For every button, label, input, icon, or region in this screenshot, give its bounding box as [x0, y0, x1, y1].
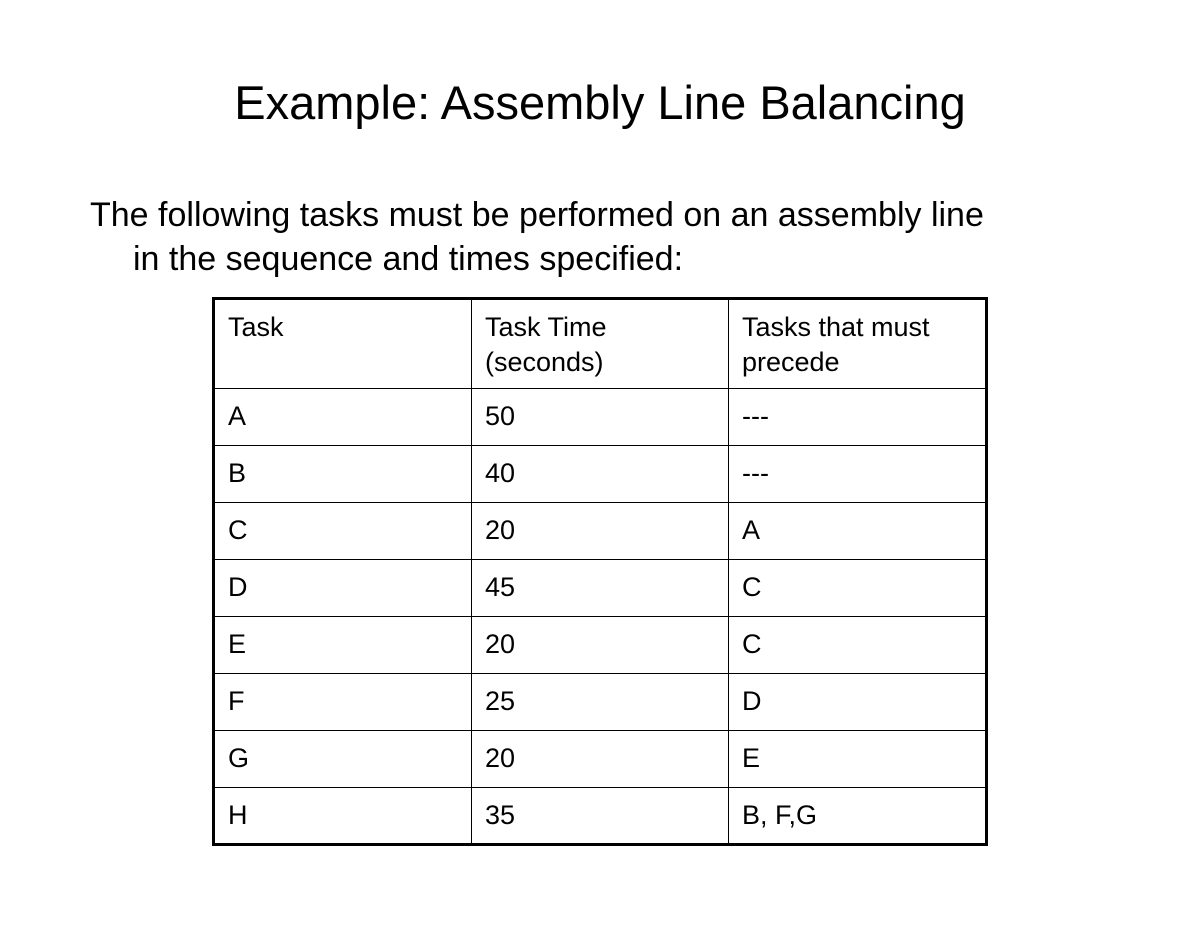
table-row [214, 788, 987, 845]
cell-precede: D [729, 674, 987, 731]
cell-time: 45 [472, 560, 729, 617]
table-row [214, 617, 987, 674]
cell-time: 50 [472, 389, 729, 446]
cell-precede: C [729, 617, 987, 674]
cell-task: F [214, 674, 472, 731]
cell-precede: A [729, 503, 987, 560]
cell-time: 25 [472, 674, 729, 731]
cell-precede: E [729, 731, 987, 788]
header-task-time-line-1: Task Time [485, 312, 607, 342]
intro-text [90, 193, 1150, 281]
table-header-row [214, 299, 987, 389]
cell-task: D [214, 560, 472, 617]
cell-task: A [214, 389, 472, 446]
cell-time: 35 [472, 788, 729, 845]
cell-time: 40 [472, 446, 729, 503]
cell-precede: B, F,G [729, 788, 987, 845]
table-row [214, 389, 987, 446]
cell-time: 20 [472, 503, 729, 560]
cell-time: 20 [472, 617, 729, 674]
table-row [214, 446, 987, 503]
cell-precede: --- [729, 446, 987, 503]
header-precede-line-1: Tasks that must [742, 312, 930, 342]
header-task-time-line-2: (seconds) [485, 347, 604, 377]
header-precede [729, 299, 987, 389]
intro-line-2: in the sequence and times specified: [133, 240, 684, 278]
cell-time: 20 [472, 731, 729, 788]
header-task: Task [214, 299, 472, 389]
slide-title: Example: Assembly Line Balancing [234, 76, 966, 129]
header-precede-line-2: precede [742, 347, 840, 377]
cell-task: C [214, 503, 472, 560]
table-row [214, 560, 987, 617]
table-row [214, 503, 987, 560]
cell-task: E [214, 617, 472, 674]
table-row [214, 731, 987, 788]
cell-precede: C [729, 560, 987, 617]
cell-precede: --- [729, 389, 987, 446]
intro-line-1: The following tasks must be performed on an assembly line [90, 196, 984, 234]
table-row [214, 674, 987, 731]
task-table [212, 297, 988, 846]
cell-task: H [214, 788, 472, 845]
cell-task: B [214, 446, 472, 503]
cell-task: G [214, 731, 472, 788]
header-task-time [472, 299, 729, 389]
